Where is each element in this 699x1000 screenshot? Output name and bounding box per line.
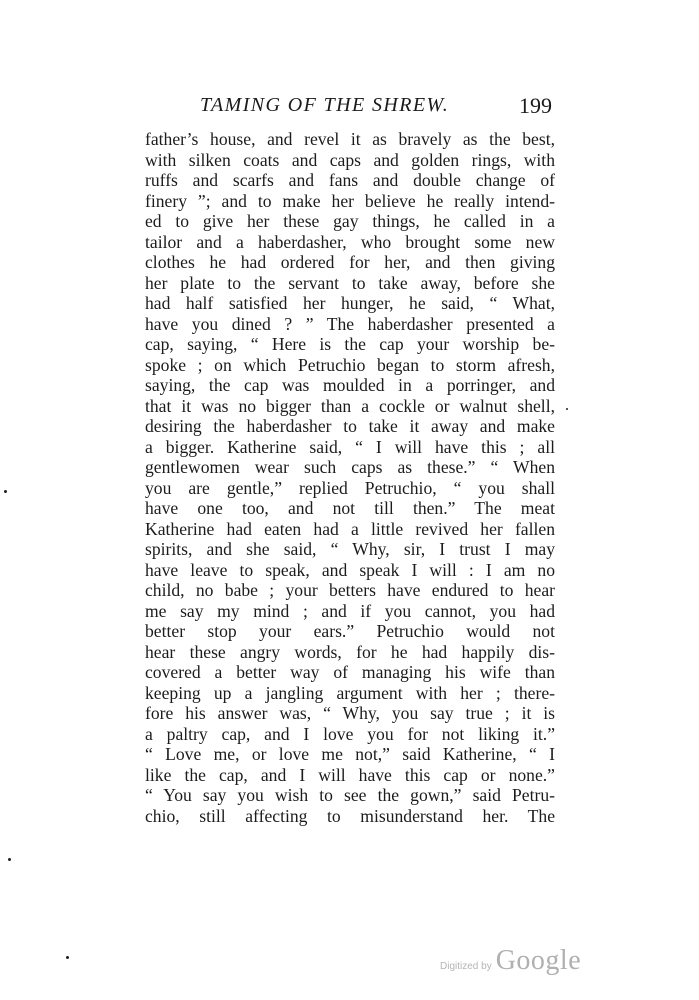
scan-speck <box>8 858 11 861</box>
text-line: me say my mind ; and if you cannot, you had <box>145 600 555 621</box>
digitization-watermark <box>440 945 581 977</box>
watermark-prefix: Digitized by <box>440 961 492 972</box>
text-line: have leave to speak, and speak I will : I am no <box>145 559 555 580</box>
text-line: fore his answer was, “ Why, you say true ; it is <box>145 703 555 723</box>
text-line: a paltry cap, and I love you for not liking it.” <box>145 723 555 744</box>
text-line: desiring the haberdasher to take it away and make <box>145 416 555 436</box>
text-line: hear these angry words, for he had happily dis- <box>145 641 555 662</box>
page-body-text <box>145 129 555 826</box>
text-line: better stop your ears.” Petruchio would not <box>145 621 555 641</box>
text-line: keeping up a jangling argument with her ; there- <box>145 682 555 703</box>
text-line: have one too, and not till then.” The meat <box>145 498 555 518</box>
text-line: like the cap, and I will have this cap or none.” <box>145 764 555 785</box>
text-line: that it was no bigger than a cockle or walnut shell, <box>145 395 555 416</box>
text-line: chio, still affecting to misunderstand her. The <box>145 805 555 826</box>
text-line: clothes he had ordered for her, and then giving <box>145 252 555 272</box>
text-line: had half satisfied her hunger, he said, “ What, <box>145 293 555 313</box>
text-line: “ Love me, or love me not,” said Katherine, “ I <box>145 744 555 764</box>
text-line: “ You say you wish to see the gown,” said Petru- <box>145 785 555 805</box>
text-line: child, no babe ; your betters have endured to hear <box>145 580 555 600</box>
text-line: finery ”; and to make her believe he really intend- <box>145 190 555 211</box>
scan-speck <box>66 956 69 959</box>
page-number: 199 <box>519 93 552 118</box>
text-line: father’s house, and revel it as bravely as the best, <box>145 129 555 149</box>
text-line: spirits, and she said, “ Why, sir, I trust I may <box>145 539 555 559</box>
text-line: covered a better way of managing his wife than <box>145 662 555 682</box>
text-line: her plate to the servant to take away, before she <box>145 272 555 293</box>
text-line: ruffs and scarfs and fans and double change of <box>145 170 555 190</box>
scan-speck <box>4 490 7 493</box>
text-line: gentlewomen wear such caps as these.” “ When <box>145 457 555 477</box>
text-line: a bigger. Katherine said, “ I will have this ; all <box>145 436 555 457</box>
text-line: tailor and a haberdasher, who brought some new <box>145 231 555 252</box>
text-line: cap, saying, “ Here is the cap your worship be- <box>145 334 555 354</box>
text-line: have you dined ? ” The haberdasher presented a <box>145 313 555 334</box>
google-logo: Google <box>495 945 582 976</box>
text-line: saying, the cap was moulded in a porringer, and <box>145 375 555 395</box>
text-line: ed to give her these gay things, he called in a <box>145 211 555 231</box>
text-line: with silken coats and caps and golden rings, with <box>145 149 555 170</box>
scan-speck <box>566 408 568 410</box>
running-title: TAMING OF THE SHREW. <box>200 94 450 116</box>
text-line: Katherine had eaten had a little revived her fallen <box>145 518 555 539</box>
text-line: spoke ; on which Petruchio began to storm afresh, <box>145 354 555 375</box>
text-line: you are gentle,” replied Petruchio, “ you shall <box>145 477 555 498</box>
